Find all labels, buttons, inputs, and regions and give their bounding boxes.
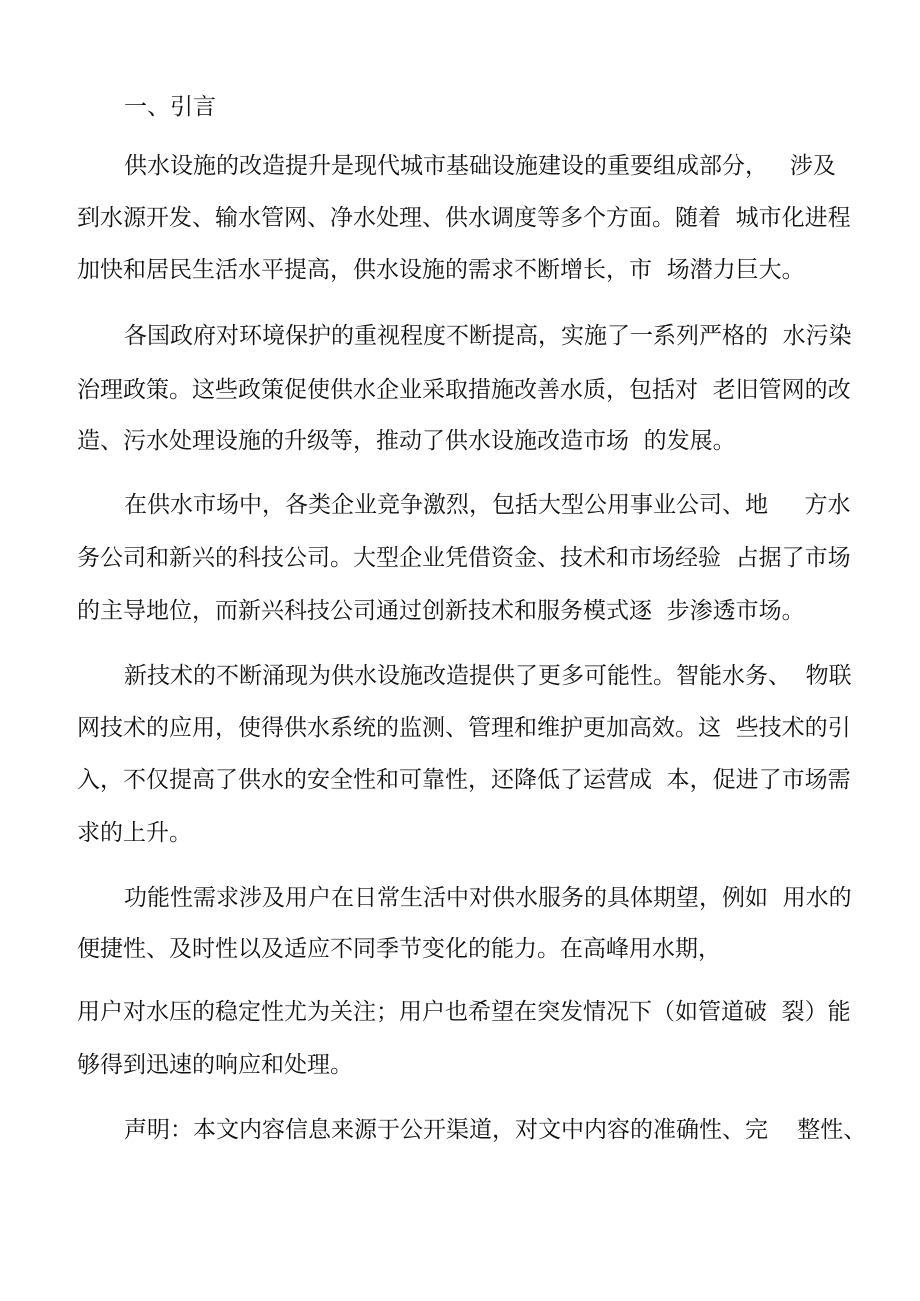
paragraph-line: 够得到迅速的响应和处理。 <box>77 1052 353 1078</box>
paragraph-line: 加快和居民生活水平提高，供水设施的需求不断增长，市 场潜力巨大。 <box>77 257 805 283</box>
paragraph-line: 新技术的不断涌现为供水设施改造提供了更多可能性。智能水务、 物联 <box>124 663 852 689</box>
paragraph-line: 务公司和新兴的科技公司。大型企业凭借资金、技术和市场经验 占据了市场 <box>77 545 851 571</box>
paragraph-line: 供水设施的改造提升是现代城市基础设施建设的重要组成部分， 涉及 <box>124 153 836 179</box>
paragraph-line: 治理政策。这些政策促使供水企业采取措施改善水质，包括对 老旧管网的改 <box>77 377 851 403</box>
section-heading: 一、引言 <box>124 94 216 120</box>
paragraph-line: 在供水市场中，各类企业竞争激烈，包括大型公用事业公司、地 方水 <box>124 492 851 518</box>
paragraph-line: 便捷性、及时性以及适应不同季节变化的能力。在高峰用水期， <box>77 936 721 962</box>
paragraph-line: 造、污水处理设施的升级等，推动了供水设施改造市场 的发展。 <box>77 428 736 454</box>
paragraph-line: 功能性需求涉及用户在日常生活中对供水服务的具体期望，例如 用水的 <box>124 885 852 911</box>
paragraph-line: 的主导地位，而新兴科技公司通过创新技术和服务模式逐 步渗透市场。 <box>77 598 805 624</box>
paragraph-line: 用户对水压的稳定性尤为关注；用户也希望在突发情况下（如管道破 裂）能 <box>77 999 851 1025</box>
paragraph-line: 各国政府对环境保护的重视程度不断提高，实施了一系列严格的 水污染 <box>124 323 852 349</box>
paragraph-line: 求的上升。 <box>77 820 192 846</box>
paragraph-line: 入，不仅提高了供水的安全性和可靠性，还降低了运营成 本，促进了市场需 <box>77 767 851 793</box>
paragraph-line: 声明：本文内容信息来源于公开渠道，对文中内容的准确性、完 整性、 <box>124 1117 867 1143</box>
paragraph-line: 网技术的应用，使得供水系统的监测、管理和维护更加高效。这 些技术的引 <box>77 715 851 741</box>
paragraph-line: 到水源开发、输水管网、净水处理、供水调度等多个方面。随着 城市化进程 <box>77 205 851 231</box>
